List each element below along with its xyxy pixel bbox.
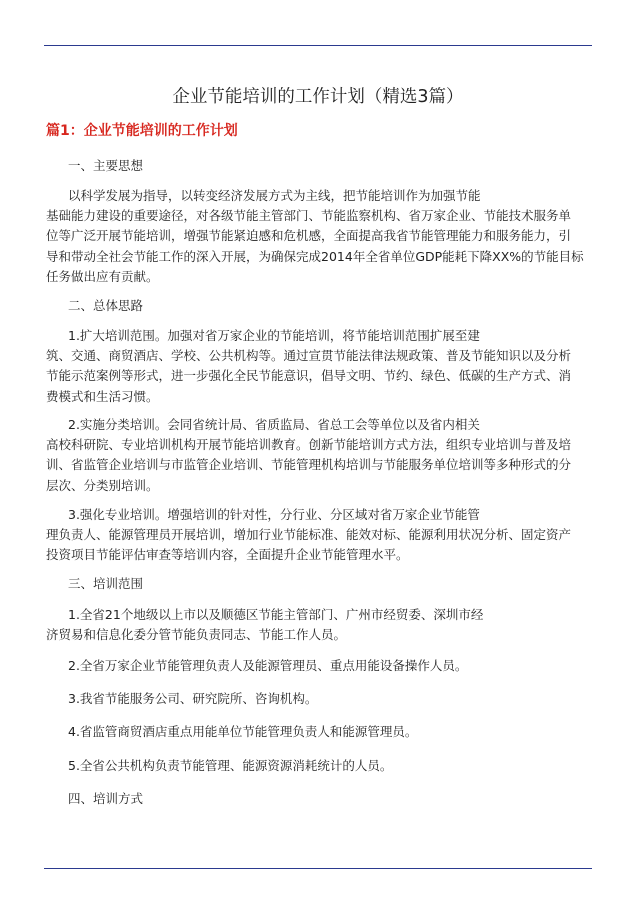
paragraph-line: 3.强化专业培训。增强培训的针对性，分行业、分区域对省万家企业节能管 — [68, 507, 480, 522]
section-1-title: 篇1：企业节能培训的工作计划 — [46, 123, 238, 139]
paragraph-line: 2.实施分类培训。会同省统计局、省质监局、省总工会等单位以及省内相关 — [68, 417, 480, 432]
paragraph-line: 任务做出应有贡献。 — [46, 268, 159, 284]
heading-main-idea: 一、主要思想 — [68, 158, 144, 173]
paragraph-line: 2.全省万家企业节能管理负责人及能源管理员、重点用能设备操作人员。 — [68, 658, 468, 673]
paragraph-line: 投资项目节能评估审查等培训内容，全面提升企业节能管理水平。 — [46, 547, 409, 563]
paragraph-line: 4.省监管商贸酒店重点用能单位节能管理负责人和能源管理员。 — [68, 724, 418, 739]
paragraph-line: 理负责人、能源管理员开展培训，增加行业节能标准、能效对标、能源利用状况分析、固定资产 — [46, 527, 572, 543]
header-rule — [44, 45, 592, 46]
paragraph-line: 以科学发展为指导，以转变经济发展方式为主线，把节能培训作为加强节能 — [68, 188, 481, 203]
paragraph-approach-2 — [46, 415, 594, 496]
heading-scope: 三、培训范围 — [68, 576, 144, 591]
paragraph-line: 高校科研院、专业培训机构开展节能培训教育。创新节能培训方式方法，组织专业培训与普及培 — [46, 437, 572, 453]
paragraph-main-idea — [46, 186, 594, 287]
heading-approach: 二、总体思路 — [68, 298, 144, 313]
paragraph-line: 节能示范案例等形式，进一步强化全民节能意识，倡导文明、节约、绿色、低碳的生产方式、消 — [46, 368, 572, 384]
paragraph-approach-1 — [46, 326, 594, 407]
paragraph-line: 1.扩大培训范围。加强对省万家企业的节能培训，将节能培训范围扩展至建 — [68, 328, 480, 343]
scope-item-2 — [46, 656, 594, 676]
paragraph-approach-3 — [46, 505, 594, 566]
paragraph-line: 位等广泛开展节能培训，增强节能紧迫感和危机感，全面提高我省节能管理能力和服务能力，引 — [46, 228, 572, 244]
paragraph-line: 筑、交通、商贸酒店、学校、公共机构等。通过宣贯节能法律法规政策、普及节能知识以及分析 — [46, 348, 572, 364]
heading-training-method: 四、培训方式 — [68, 791, 144, 806]
paragraph-line: 5.全省公共机构负责节能管理、能源资源消耗统计的人员。 — [68, 758, 393, 773]
paragraph-line: 基础能力建设的重要途径，对各级节能主管部门、节能监察机构、省万家企业、节能技术服务单 — [46, 208, 572, 224]
paragraph-line: 导和带动全社会节能工作的深入开展，为确保完成2014年全省单位GDP能耗下降XX%的节能目标 — [46, 248, 584, 264]
paragraph-line: 济贸易和信息化委分管节能负责同志、节能工作人员。 — [46, 627, 347, 643]
paragraph-line: 3.我省节能服务公司、研究院所、咨询机构。 — [68, 691, 318, 706]
paragraph-line: 训、省监管企业培训与市监管企业培训、节能管理机构培训与节能服务单位培训等多种形式的分 — [46, 457, 572, 473]
paragraph-line: 费模式和生活习惯。 — [46, 388, 159, 404]
paragraph-line: 1.全省21个地级以上市以及顺德区节能主管部门、广州市经贸委、深圳市经 — [68, 607, 484, 622]
scope-item-3 — [46, 689, 594, 709]
paragraph-scope-1 — [46, 605, 594, 645]
footer-rule — [44, 868, 592, 869]
document-title: 企业节能培训的工作计划（精选3篇） — [172, 87, 464, 107]
paragraph-line: 层次、分类别培训。 — [46, 477, 159, 493]
scope-item-4 — [46, 722, 594, 742]
scope-item-5 — [46, 756, 594, 776]
